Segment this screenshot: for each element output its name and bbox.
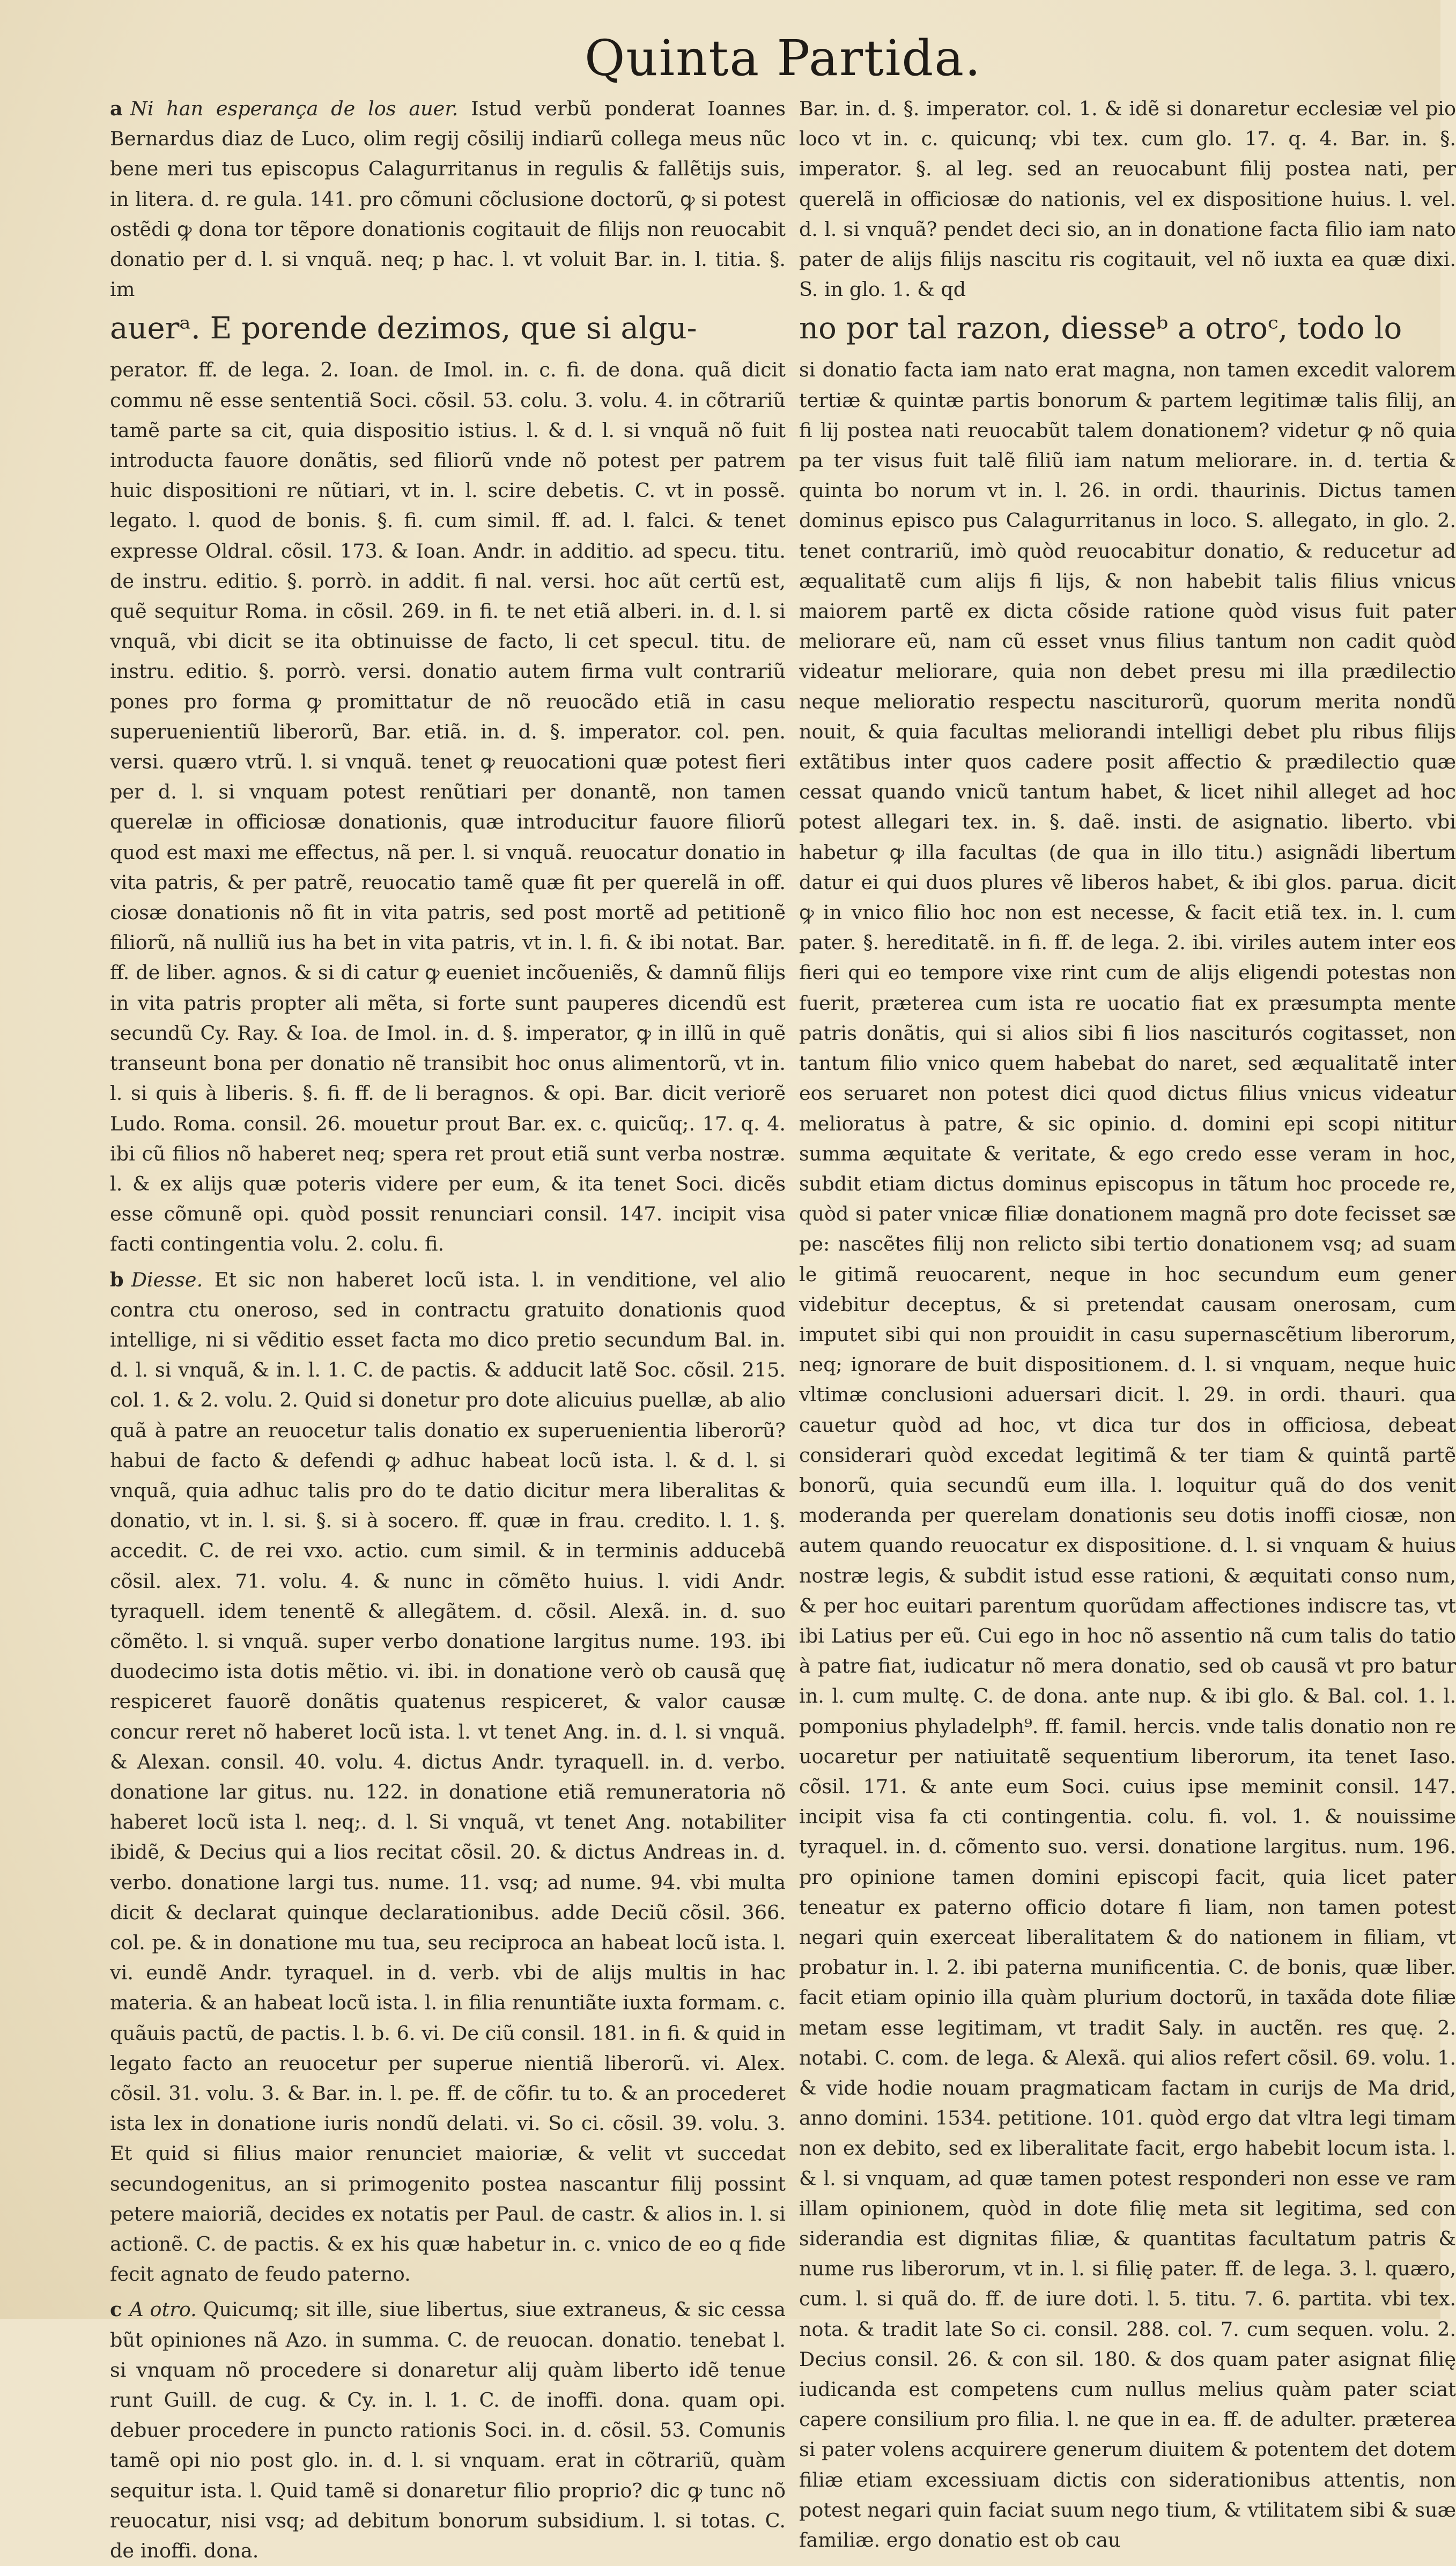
note-marker-b: b — [110, 1268, 124, 1291]
gloss-note-a — [110, 94, 786, 305]
page-title: Quinta Partida. — [585, 29, 982, 87]
gloss-body-right: si donatio facta iam nato erat magna, non tamen excedit valorem tertiæ & quintæ partis bonorum & partem legitimæ talis filij, an fi lij postea nati reuocabũt talem donationem? videtur ꝙ nõ quia pa ter visus fuit talẽ filiũ iam natum meliorare. in. d. tertia & quinta bo norum vt in. l. 26. in ordi. thaurinis. Dictus tamen dominus episco pus Calagurritanus in loco. S. allegato, in glo. 2. tenet contrariũ, imò quòd reuocabitur donatio, & reducetur ad æqualitatẽ cum alijs fi lijs, & non habebit talis filius vnicus maiorem partẽ ex dicta cõside ratione quòd visus fuit pater meliorare eũ, nam cũ esset vnus filius tantum non cadit quòd videatur meliorare, quia non debet presu mi illa prædilectio neque melioratio respectu nasciturorũ, quorum merita nondũ nouit, & quia facultas meliorandi intelligi debet plu ribus filijs extãtibus inter quos cadere posit affectio & prædilectio quæ cessat quando vnicũ tantum habet, & licet nihil alleget ad hoc potest allegari tex. in. §. daẽ. insti. de asignatio. liberto. vbi habetur ꝙ illa facultas (de qua in illo titu.) asignãdi libertum datur ei qui duos plures vẽ liberos habet, & ibi glos. parua. dicit ꝙ in vnico filio hoc non est necesse, & facit etiã tex. in. l. cum pater. §. hereditatẽ. in fi. ff. de lega. 2. ibi. viriles autem inter eos fieri qui eo tempore vixe rint cum de alijs eligendi potestas non fuerit, præterea cum ista re uocatio fiat ex præsumpta mente patris donãtis, qui si alios sibi fi lios nasciturós cogitasset, non tantum filio vnico quem habebat do naret, sed æqualitatẽ inter eos seruaret non potest dici quod dictus filius vnicus videatur melioratus à patre, & sic opinio. d. domini epi scopi nititur summa æquitate & veritate, & ego credo esse veram in hoc, subdit etiam dictus dominus episcopus in tãtum hoc procede re, quòd si pater vnicæ filiæ donationem magnã pro dote fecisset sæ pe: nascẽtes filij non relicto sibi tertio donationem vsq; ad suam le gitimã reuocarent, neque in hoc secundum eum gener videbitur deceptus, & si pretendat causam onerosam, cum imputet sibi qui non prouidit in casu supernascẽtium liberorum, neq; ignorare de buit dispositionem. d. l. si vnquam, neque huic vltimæ conclusioni aduersari dicit. l. 29. in ordi. thauri. qua cauetur quòd ad hoc, vt dica tur dos in officiosa, debeat considerari quòd excedat legitimã & ter tiam & quintã partẽ bonorũ, quia secundũ eum illa. l. loquitur quã do dos venit moderanda per querelam donationis seu dotis inoffi ciosæ, non autem quando reuocatur ex dispositione. d. l. si vnquam & huius nostræ legis, & subdit istud esse rationi, & æquitati conso num, & per hoc euitari parentum quorũdam affectiones indiscre tas, vt ibi Latius per eũ. Cui ego in hoc nõ assentio nã cum talis do tatio à patre fiat, iudicatur nõ mera donatio, sed ob causã vt pro batur in. l. cum multę. C. de dona. ante nup. & ibi glo. & Bal. col. 1. l. pomponius phyladelph⁹. ff. famil. hercis. vnde talis donatio non re uocaretur per natiuitatẽ sequentium liberorum, ita tenet Iaso. cõsil. 171. & ante eum Soci. cuius ipse meminit consil. 147. incipit visa fa cti contingentia. colu. fi. vol. 1. & nouissime tyraquel. in. d. cõmento suo. versi. donatione largitus. num. 196. pro opinione tamen domini episcopi facit, quia licet pater teneatur ex paterno officio dotare fi liam, non tamen potest negari quin exerceat liberalitatem & do nationem in filiam, vt probatur in. l. 2. ibi paterna munificentia. C. de bonis, quæ liber. facit etiam opinio illa quàm plurium doctorũ, in taxãda dote filiæ metam esse legitimam, vt tradit Saly. in auctẽn. res quę. 2. notabi. C. com. de lega. & Alexã. qui alios refert cõsil. 69. volu. 1. & vide hodie nouam pragmaticam factam in curijs de Ma drid, anno domini. 1534. petitione. 101. quòd ergo dat vltra legi timam non ex debito, sed ex liberalitate facit, ergo habebit locum ista. l. & l. si vnquam, ad quæ tamen potest responderi non esse ve ram illam opinionem, quòd in dote filię meta sit legitima, sed con siderandia est dignitas filiæ, & quantitas facultatum patris & nume rus liberorum, vt in. l. si filię pater. ff. de lega. 3. l. quæro, cum. l. si quã do. ff. de iure doti. l. 5. titu. 7. 6. partita. vbi tex. nota. & tradit late So ci. consil. 288. col. 7. cum sequen. volu. 2. Decius consil. 26. & con sil. 180. & dos quam pater asignat filię iudicanda est competens cum nullus melius quàm pater sciat capere consilium pro filia. l. ne que in ea. ff. de adulter. præterea si pater volens acquirere generum diuitem & potentem det dotem filiæ etiam excessiuam dictis con siderationibus attentis, non potest negari quin faciat suum nego tium, & vtilitatem sibi & suæ familiæ. ergo donatio est ob cau — [799, 358, 1456, 2552]
gloss-note-a-continued: perator. ff. de lega. 2. Ioan. de Imol. in. c. fi. de dona. quã dicit commu nẽ esse sententiã Soci. cõsil. 53. colu. 3. volu. 4. in cõtrariũ tamẽ parte sa cit, quia dispositio istius. l. & d. l. si vnquã nõ fuit introducta fauore donãtis, sed filiorũ vnde nõ potest per patrem huic dispositioni re nũtiari, vt in. l. scire debetis. C. vt in possẽ. legato. l. quod de bonis. §. fi. cum simil. ff. ad. l. falci. & tenet expresse Oldral. cõsil. 173. & Ioan. Andr. in additio. ad specu. titu. de instru. editio. §. porrò. in addit. fi nal. versi. hoc aũt certũ est, quẽ sequitur Roma. in cõsil. 269. in fi. te net etiã alberi. in. d. l. si vnquã, vbi dicit se ita obtinuisse de facto, li cet specul. titu. de instru. editio. §. porrò. versi. donatio autem firma vult contrariũ pones pro forma ꝙ promittatur de nõ reuocãdo etiã in casu superuenientiũ liberorũ, Bar. etiã. in. d. §. imperator. col. pen. versi. quæro vtrũ. l. si vnquã. tenet ꝙ reuocationi quæ potest fieri per d. l. si vnquam potest renũtiari per donantẽ, non tamen querelæ in officiosæ donationis, quæ introducitur fauore filiorũ quod est maxi me effectus, nã per. l. si vnquã. reuocatur donatio in vita patris, & per patrẽ, reuocatio tamẽ quæ fit per querelã in off. ciosæ donationis nõ fit in vita patris, sed post mortẽ ad petitionẽ filiorũ, nã nulliũ ius ha bet in vita patris, vt in. l. fi. & ibi notat. Bar. ff. de liber. agnos. & si di catur ꝙ eueniet incõueniẽs, & damnũ filijs in vita patris propter ali mẽta, si forte sunt pauperes dicendũ est secundũ Cy. Ray. & Ioa. de Imol. in. d. §. imperator, ꝙ in illũ in quẽ transeunt bona per donatio nẽ transibit hoc onus alimentorũ, vt in. l. si quis à liberis. §. fi. ff. de li beragnos. & opi. Bar. dicit veriorẽ Ludo. Roma. consil. 26. mouetur prout Bar. ex. c. quicũq;. 17. q. 4. ibi cũ filios nõ haberet neq; spera ret prout etiã sunt verba nostræ. l. & ex alijs quæ poteris videre per eum, & ita tenet Soci. dicẽs esse cõmunẽ opi. quòd possit renunciari consil. 147. incipit visa facti contingentia volu. 2. colu. fi. — [110, 358, 786, 1256]
note-marker-c: c — [110, 2298, 122, 2321]
law-text-line-2: no por tal razon, diesseᵇ a otroᶜ, todo lo — [799, 311, 1402, 346]
note-a-lemma: Ni han esperança de los auer. — [130, 97, 459, 120]
law-text-line-1: auerᵃ. E porende dezimos, que si algu- — [110, 311, 697, 346]
note-c-lemma: A otro. — [129, 2298, 197, 2321]
left-column — [110, 94, 786, 2563]
note-b-text: Et sic non haberet locũ ista. l. in venditione, vel alio contra ctu oneroso, sed in contractu gratuito donationis quod intellige, ni si vẽditio esset facta mo dico pretio secundum Bal. in. d. l. si vnquã, & in. l. 1. C. de pactis. & adducit latẽ Soc. cõsil. 215. col. 1. & 2. volu. 2. Quid si donetur pro dote alicuius puellæ, ab alio quã à patre an reuocetur talis donatio ex superuenientia liberorũ? habui de facto & defendi ꝙ adhuc habeat locũ ista. l. & d. l. si vnquã, quia adhuc talis pro do te datio dicitur mera liberalitas & donatio, vt in. l. si. §. si à socero. ff. quæ in frau. credito. l. 1. §. accedit. C. de rei vxo. actio. cum simil. & in terminis adducebã cõsil. alex. 71. volu. 4. & nunc in cõmẽto huius. l. vidi Andr. tyraquell. idem tenentẽ & allegãtem. d. cõsil. Alexã. in. d. suo cõmẽto. l. si vnquã. super verbo donatione largitus nume. 193. ibi duodecimo ista dotis mẽtio. vi. ibi. in donatione verò ob causã quę respiceret fauorẽ donãtis quatenus respiceret, & valor causæ concur reret nõ haberet locũ ista. l. vt tenet Ang. in. d. l. si vnquã. & Alexan. consil. 40. volu. 4. dictus Andr. tyraquell. in. d. verbo. donatione lar gitus. nu. 122. in donatione etiã remuneratoria nõ haberet locũ ista l. neq;. d. l. Si vnquã, vt tenet Ang. notabiliter ibidẽ, & Decius qui a lios recitat cõsil. 20. & dictus Andreas in. d. verbo. donatione largi tus. nume. 11. vsq; ad nume. 94. vbi multa dicit & declarat quinque declarationibus. adde Deciũ cõsil. 366. col. pe. & in donatione mu tua, seu reciproca an habeat locũ ista. l. vi. eundẽ Andr. tyraquel. in d. verb. vbi de alijs multis in hac materia. & an habeat locũ ista. l. in filia renuntiãte iuxta formam. c. quãuis pactũ, de pactis. l. b. 6. vi. De ciũ consil. 181. in fi. & quid in legato facto an reuocetur per superue nientiã liberorũ. vi. Alex. cõsil. 31. volu. 3. & Bar. in. l. pe. ff. de cõfir. tu to. & an procederet ista lex in donatione iuris nondũ delati. vi. So ci. cõsil. 39. volu. 3. Et quid si filius maior renunciet maioriæ, & velit vt succedat secundogenitus, an si primogenito postea nascantur filij possint petere maioriã, decides ex notatis per Paul. de castr. & alios in. l. si actionẽ. C. de pactis. & ex his quæ habetur in. c. vnico de eo q fide fecit agnato de feudo paterno. — [110, 1268, 786, 2286]
gloss-note-b — [110, 1265, 786, 2290]
note-b-lemma: Diesse. — [131, 1268, 203, 1291]
note-c-text: Quicumq; sit ille, siue libertus, siue extraneus, & sic cessa bũt opiniones nã Azo. in summa. C. de reuocan. donatio. tenebat l. si vnquam nõ procedere si donaretur alij quàm liberto idẽ tenue runt Guill. de cug. & Cy. in. l. 1. C. de inoffi. dona. quam opi. debuer procedere in puncto rationis Soci. in. d. cõsil. 53. Comunis tamẽ opi nio post glo. in. d. l. si vnquam. erat in cõtrariũ, quàm sequitur ista. l. Quid tamẽ si donaretur filio proprio? dic ꝙ tunc nõ reuocatur, nisi vsq; ad debitum bonorum subsidium. l. si totas. C. de inoffi. dona. — [110, 2298, 786, 2563]
gloss-continued-top: Bar. in. d. §. imperator. col. 1. & idẽ si donaretur ecclesiæ vel pio loco vt in. c. quicunq; vbi tex. cum glo. 17. q. 4. Bar. in. §. imperator. §. al leg. sed an reuocabunt filij postea nati, per querelã in officiosæ do nationis, vel ex dispositione huius. l. vel. d. l. si vnquã? pendet deci sio, an in donatione facta filio iam nato pater de alijs filijs nascitu ris cogitauit, vel nõ iuxta ea quæ dixi. S. in glo. 1. & qd — [799, 97, 1456, 301]
note-marker-a: a — [110, 97, 123, 120]
right-column — [799, 94, 1456, 2552]
gloss-note-c — [110, 2295, 786, 2566]
note-a-text: Istud verbũ ponderat Ioannes Bernardus diaz de Luco, olim regij cõsilij indiarũ collega meus nũc bene meri tus episcopus Calagurritanus in regulis & fallẽtijs suis, in litera. d. re gula. 141. pro cõmuni cõclusione doctorũ, ꝙ si potest ostẽdi ꝙ dona tor tẽpore donationis cogitauit de filijs non reuocabit donatio per d. l. si vnquã. neq; p hac. l. vt voluit Bar. in. l. titia. §. im — [110, 97, 786, 301]
